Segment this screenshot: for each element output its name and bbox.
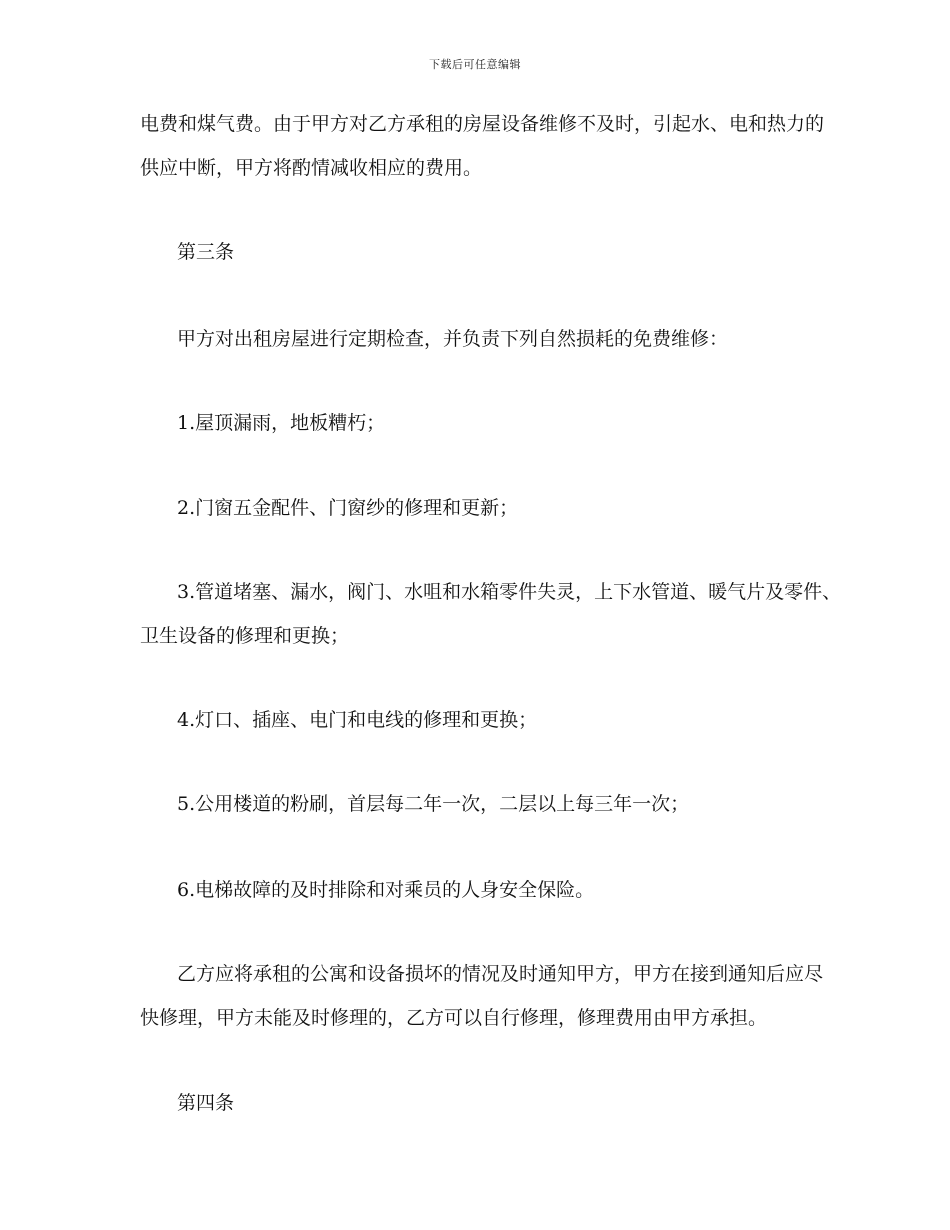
paragraph-line: 乙方应将承租的公寓和设备损坏的情况及时通知甲方，甲方在接到通知后应尽	[177, 963, 824, 985]
list-item: 5.公用楼道的粉刷，首层每二年一次，二层以上每三年一次；	[177, 793, 690, 815]
list-item: 6.电梯故障的及时排除和对乘员的人身安全保险。	[177, 879, 595, 901]
article-3-title: 第三条	[177, 241, 235, 263]
list-item: 1.屋顶漏雨，地板糟朽；	[177, 412, 386, 434]
list-item: 3.管道堵塞、漏水，阀门、水咀和水箱零件失灵，上下水管道、暖气片及零件、	[177, 581, 842, 603]
paragraph-maintenance-intro: 甲方对出租房屋进行定期检查，并负责下列自然损耗的免费维修：	[177, 328, 729, 350]
article-4-title: 第四条	[177, 1092, 235, 1114]
list-item: 2.门窗五金配件、门窗纱的修理和更新；	[177, 497, 519, 519]
list-item-continuation: 卫生设备的修理和更换；	[140, 625, 350, 647]
paragraph-line: 电费和煤气费。由于甲方对乙方承租的房屋设备维修不及时，引起水、电和热力的	[140, 113, 825, 135]
page-header: 下载后可任意编辑	[429, 58, 521, 71]
list-item: 4.灯口、插座、电门和电线的修理和更换；	[177, 709, 538, 731]
paragraph-line: 供应中断，甲方将酌情减收相应的费用。	[140, 157, 483, 179]
paragraph-line: 快修理，甲方未能及时修理的，乙方可以自行修理，修理费用由甲方承担。	[140, 1007, 768, 1029]
